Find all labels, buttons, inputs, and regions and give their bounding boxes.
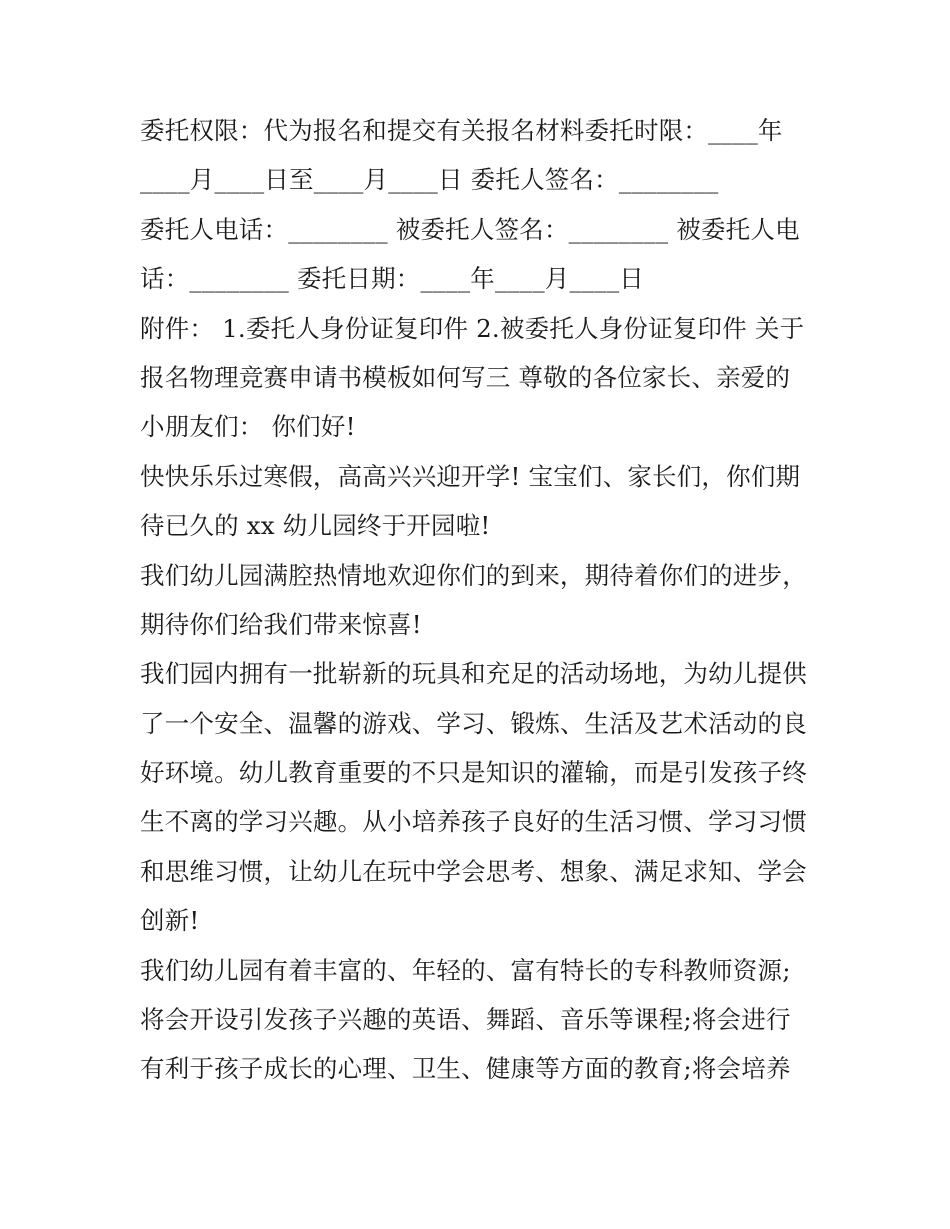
text-line: 生不离的学习兴趣。从小培养孩子良好的生活习惯、学习习惯 [140, 807, 807, 837]
text-line: 报名物理竞赛申请书模板如何写三 尊敬的各位家长、亲爱的 [140, 362, 791, 392]
text-line: 我们园内拥有一批崭新的玩具和充足的活动场地，为幼儿提供 [140, 659, 807, 689]
document-body [140, 106, 820, 1094]
text-line: 委托权限：代为报名和提交有关报名材料委托时限：____年 [140, 116, 783, 145]
text-line: 小朋友们： 你们好! [140, 412, 356, 442]
text-line: 将会开设引发孩子兴趣的英语、舞蹈、音乐等课程;将会进行 [140, 1005, 791, 1035]
text-line: ____月____日至____月____日 委托人签名：________ [140, 165, 719, 195]
text-line: 委托人电话：________ 被委托人签名：________ 被委托人电 [140, 214, 800, 244]
text-line: 好环境。幼儿教育重要的不只是知识的灌输，而是引发孩子终 [140, 758, 807, 788]
text-line: 我们幼儿园满腔热情地欢迎你们的到来，期待着你们的进步， [140, 560, 807, 590]
text-line: 了一个安全、温馨的游戏、学习、锻炼、生活及艺术活动的良 [140, 708, 807, 738]
text-line: 待已久的 xx 幼儿园终于开园啦! [140, 511, 491, 541]
text-line: 有利于孩子成长的心理、卫生、健康等方面的教育;将会培养 [140, 1054, 791, 1084]
text-line: 和思维习惯，让幼儿在玩中学会思考、想象、满足求知、学会 [140, 856, 807, 886]
text-line: 快快乐乐过寒假，高高兴兴迎开学! 宝宝们、家长们，你们期 [140, 461, 801, 491]
text-line: 期待你们给我们带来惊喜! [140, 609, 422, 639]
text-line: 附件： 1.委托人身份证复印件 2.被委托人身份证复印件 关于 [140, 313, 805, 343]
text-line: 话：________ 委托日期：____年____月____日 [140, 264, 644, 294]
text-line: 创新! [140, 906, 200, 936]
text-line: 我们幼儿园有着丰富的、年轻的、富有特长的专科教师资源; [140, 955, 791, 985]
